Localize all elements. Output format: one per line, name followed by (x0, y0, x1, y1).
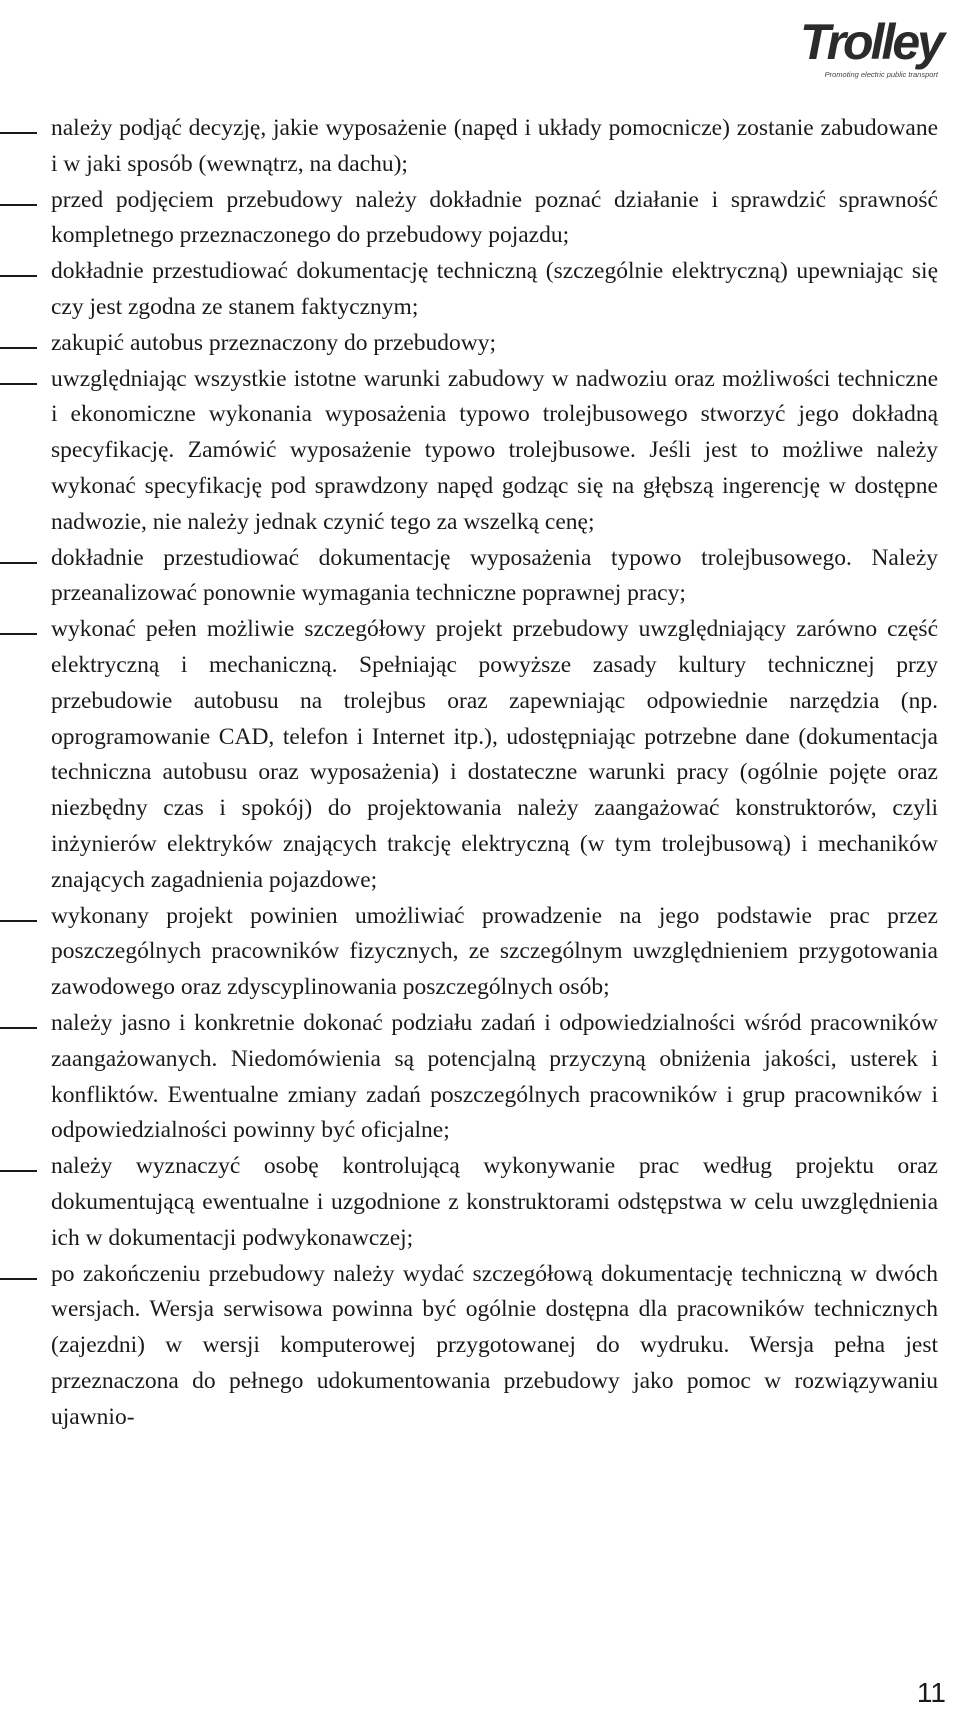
list-item-text: dokładnie przestudiować dokumentację techniczną (szczególnie elektryczną) upewniając się czy jest zgodna ze stanem faktycznym; (51, 258, 938, 320)
list-item-text: zakupić autobus przeznaczony do przebudowy; (51, 329, 497, 356)
list-item-text: po zakończeniu przebudowy należy wydać szczegółową dokumentację techniczną w dwóch wersjach. Wersja serwisowa powinna być ogólnie dostępna dla pracowników technicznych (zajezdni) w wersji komputerowej przygotowanej do wydruku. Wersja pełna jest przeznaczona do pełnego udokumentowania przebudowy jako pomoc w rozwiązywaniu ujawnio- (51, 1260, 938, 1430)
list-item (0, 541, 938, 613)
list-item (0, 899, 938, 1006)
dash-bullet (0, 204, 37, 206)
logo-tagline: Promoting electric public transport (824, 70, 938, 79)
list-item-text: uwzględniając wszystkie istotne warunki zabudowy w nadwoziu oraz możliwości techniczne i ekonomiczne wykonania wyposażenia typowo trolejbusowego stworzyć jego dokładną specyfikację. Zamówić wyposażenie typowo trolejbusowe. Jeśli jest to możliwe należy wykonać specyfikację pod sprawdzony napęd godząc się na głębszą ingerencję w dostępne nadwozie, nie należy jednak czynić tego za wszelką cenę; (51, 365, 938, 535)
list-item-text: dokładnie przestudiować dokumentację wyposażenia typowo trolejbusowego. Należy przeanalizować ponownie wymagania techniczne poprawnej pracy; (51, 544, 938, 607)
list-item (0, 254, 938, 326)
page-number: 11 (916, 1677, 946, 1708)
trolley-logo (792, 14, 942, 79)
list-item-text: należy podjąć decyzję, jakie wyposażenie (napęd i układy pomocnicze) zostanie zabudowane i w jaki sposób (wewnątrz, na dachu); (51, 115, 938, 177)
list-item-text: wykonany projekt powinien umożliwiać prowadzenie na jego podstawie prac przez poszczególnych pracowników fizycznych, ze szczególnym uwzględnieniem przygotowania zawodowego oraz zdyscyplinowania poszczególnych osób; (51, 902, 938, 1001)
dash-list (0, 111, 960, 1435)
dash-bullet (0, 562, 37, 564)
logo-wordmark: Trolley (799, 14, 942, 70)
list-item (0, 111, 938, 183)
list-item (0, 1149, 938, 1256)
dash-bullet (0, 383, 37, 385)
list-item (0, 1257, 938, 1436)
dash-bullet (0, 920, 37, 922)
list-item-text: przed podjęciem przebudowy należy dokładnie poznać działanie i sprawdzić sprawność kompletnego przeznaczonego do przebudowy pojazdu; (51, 186, 938, 249)
dash-bullet (0, 275, 37, 277)
list-item (0, 183, 938, 255)
list-item (0, 1006, 938, 1149)
list-item-text: wykonać pełen możliwie szczegółowy projekt przebudowy uwzględniający zarówno część elektryczną i mechaniczną. Spełniając powyższe zasady kultury technicznej przy przebudowie autobusu na trolejbus oraz zapewniając odpowiednie narzędzia (np. oprogramowanie CAD, telefon i Internet itp.), udostępniając potrzebne dane (dokumentacja techniczna autobusu oraz wyposażenia) i dostateczne warunki pracy (ogólnie pojęte oraz niezbędny czas i spokój) do projektowania należy zaangażować konstruktorów, czyli inżynierów elektryków znających trakcję elektryczną (w tym trolejbusową) i mechaników znających zagadnienia pojazdowe; (51, 616, 938, 893)
list-item-text: należy jasno i konkretnie dokonać podziału zadań i odpowiedzialności wśród pracowników zaangażowanych. Niedomówienia są potencjalną przyczyną obniżenia jakości, usterek i konfliktów. Ewentualne zmiany zadań poszczególnych pracowników i grup pracowników i odpowiedzialności powinny być oficjalne; (51, 1009, 938, 1144)
list-item (0, 362, 938, 541)
list-item-text: należy wyznaczyć osobę kontrolującą wykonywanie prac według projektu oraz dokumentującą ewentualne i uzgodnione z konstruktorami odstępstwa w celu uwzględnienia ich w dokumentacji podwykonawczej; (51, 1153, 938, 1251)
list-item (0, 326, 938, 362)
list-item (0, 612, 938, 898)
dash-bullet (0, 1027, 37, 1029)
dash-bullet (0, 633, 37, 635)
dash-bullet (0, 347, 37, 349)
dash-bullet (0, 1278, 37, 1280)
dash-bullet (0, 132, 37, 134)
dash-bullet (0, 1170, 37, 1172)
